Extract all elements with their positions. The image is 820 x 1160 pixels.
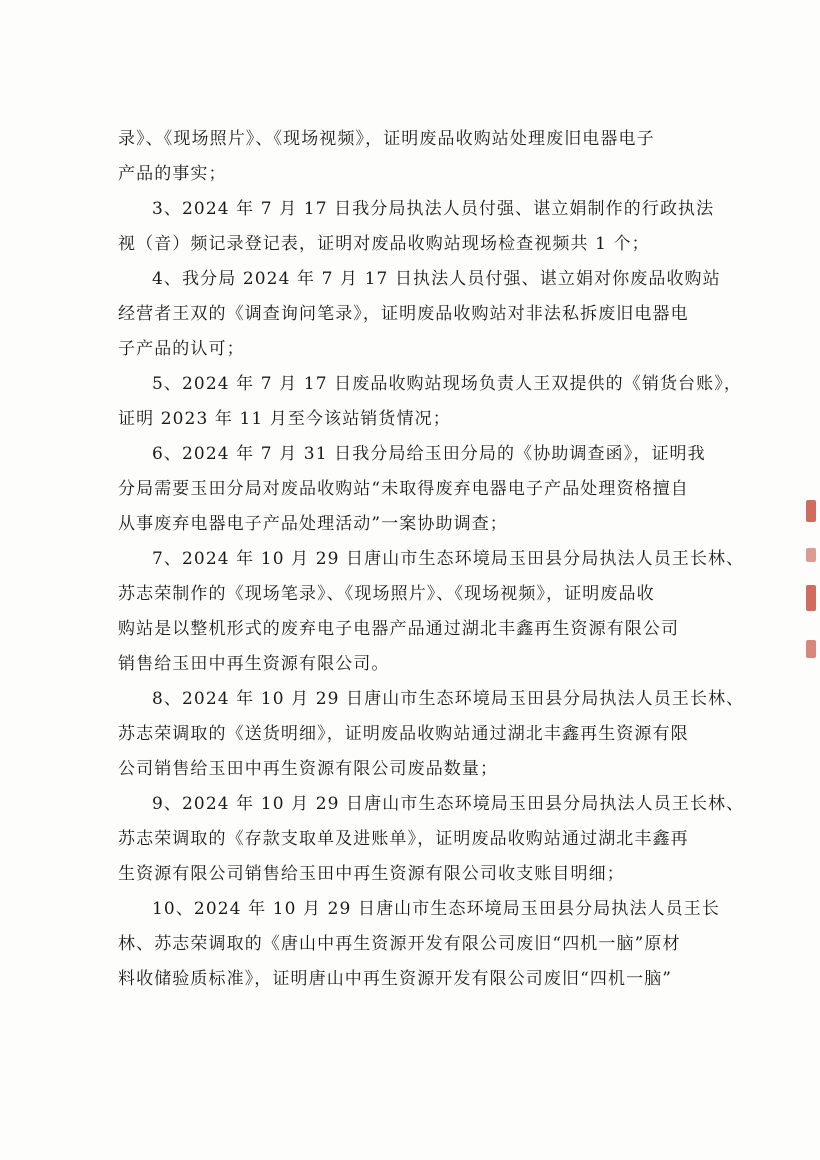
text-line: 子产品的认可； xyxy=(118,339,245,359)
text-line: 证明 2023 年 11 月至今该站销货情况； xyxy=(118,409,451,429)
text-line: 9、2024 年 10 月 29 日唐山市生态环境局玉田县分局执法人员王长林、 xyxy=(152,794,745,814)
text-line: 5、2024 年 7 月 17 日废品收购站现场负责人王双提供的《销货台账》， xyxy=(152,374,742,394)
text-line: 视（音）频记录登记表，证明对废品收购站现场检查视频共 1 个； xyxy=(118,234,650,254)
text-line: 6、2024 年 7 月 31 日我分局给玉田分局的《协助调查函》，证明我 xyxy=(152,444,706,464)
text-line: 7、2024 年 10 月 29 日唐山市生态环境局玉田县分局执法人员王长林、 xyxy=(152,549,745,569)
text-line: 销售给玉田中再生资源有限公司。 xyxy=(118,654,390,674)
seal-edge-mark xyxy=(806,585,816,611)
text-line: 苏志荣调取的《存款支取单及进账单》，证明废品收购站通过湖北丰鑫再 xyxy=(118,829,689,849)
text-line: 录》、《现场照片》、《现场视频》，证明废品收购站处理废旧电器电子 xyxy=(118,129,655,149)
text-line: 公司销售给玉田中再生资源有限公司废品数量； xyxy=(118,759,499,779)
seal-edge-mark xyxy=(806,548,816,562)
text-line: 林、苏志荣调取的《唐山中再生资源开发有限公司废旧“四机一脑”原材 xyxy=(118,934,681,954)
text-line: 生资源有限公司销售给玉田中再生资源有限公司收支账目明细； xyxy=(118,864,625,884)
seal-edge-mark xyxy=(806,500,816,522)
text-line: 经营者王双的《调查询问笔录》，证明废品收购站对非法私拆废旧电器电 xyxy=(118,304,689,324)
text-line: 购站是以整机形式的废弃电子电器产品通过湖北丰鑫再生资源有限公司 xyxy=(118,619,680,639)
text-line: 料收储验质标准》，证明唐山中再生资源开发有限公司废旧“四机一脑” xyxy=(118,969,673,989)
text-line: 从事废弃电器电子产品处理活动”一案协助调查； xyxy=(118,514,508,534)
body-text xyxy=(118,122,745,997)
text-line: 分局需要玉田分局对废品收购站“未取得废弃电器电子产品处理资格擅自 xyxy=(118,479,689,499)
text-line: 10、2024 年 10 月 29 日唐山市生态环境局玉田县分局执法人员王长 xyxy=(152,899,720,919)
text-line: 苏志荣制作的《现场笔录》、《现场照片》、《现场视频》，证明废品收 xyxy=(118,584,655,604)
text-line: 4、我分局 2024 年 7 月 17 日执法人员付强、谌立娟对你废品收购站 xyxy=(152,269,721,289)
text-line: 8、2024 年 10 月 29 日唐山市生态环境局玉田县分局执法人员王长林、 xyxy=(152,689,745,709)
text-line: 3、2024 年 7 月 17 日我分局执法人员付强、谌立娟制作的行政执法 xyxy=(152,199,715,219)
seal-edge-mark xyxy=(806,640,816,658)
text-line: 苏志荣调取的《送货明细》，证明废品收购站通过湖北丰鑫再生资源有限 xyxy=(118,724,689,744)
text-line: 产品的事实； xyxy=(118,164,227,184)
